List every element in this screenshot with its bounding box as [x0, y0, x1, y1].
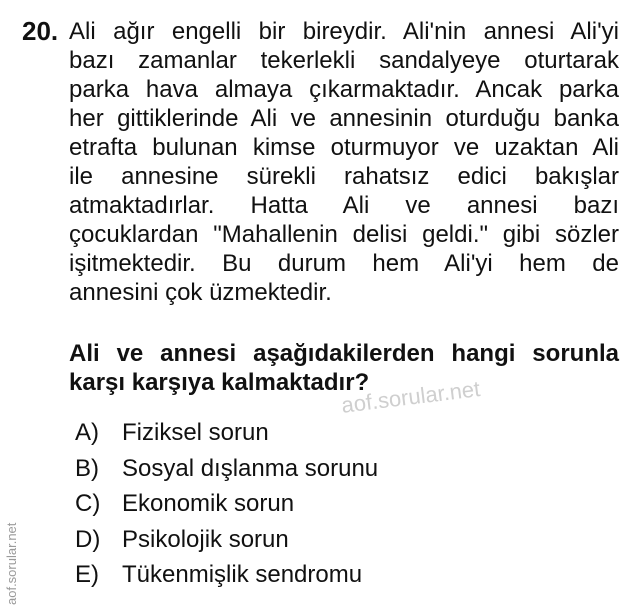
option-letter: D): [75, 525, 101, 553]
option-e[interactable]: [75, 559, 495, 595]
watermark: aof.sorular.net: [340, 376, 482, 418]
stem-line: Ali ağır engelli bir bireydir. Ali'nin annesi Ali'yi: [69, 18, 619, 45]
option-text: Ekonomik sorun: [122, 490, 295, 517]
option-a[interactable]: [75, 417, 495, 453]
stem-line: işitmektedir. Bu durum hem Ali'yi hem de: [69, 250, 619, 277]
stem-line: çocuklardan "Mahallenin delisi geldi." gibi sözler: [69, 221, 619, 248]
option-b[interactable]: [75, 453, 495, 489]
question-number: 20.: [22, 16, 59, 46]
question-stem: [69, 17, 619, 307]
option-c[interactable]: [75, 488, 495, 524]
option-letter: E): [75, 561, 99, 588]
option-letter: B): [75, 454, 99, 482]
stem-line: parka hava almaya çıkarmaktadır. Ancak parka: [69, 76, 619, 103]
prompt-line: Ali ve annesi aşağıdakilerden hangi sorunla: [69, 340, 619, 367]
option-text: Fiziksel sorun: [122, 419, 269, 446]
stem-line: annesini çok üzmektedir.: [69, 279, 332, 306]
stem-line: bazı zamanlar tekerlekli sandalyeye oturtarak: [69, 47, 619, 74]
prompt-line: karşı karşıya kalmaktadır?: [69, 369, 370, 396]
side-watermark: aof.sorular.net: [4, 522, 19, 605]
answer-options: [75, 417, 495, 595]
option-letter: C): [75, 490, 101, 517]
stem-line: her gittiklerinde Ali ve annesinin oturduğu banka: [69, 105, 619, 132]
option-d[interactable]: [75, 524, 495, 560]
stem-line: etrafta bulunan kimse oturmuyor ve uzaktan Ali: [69, 134, 619, 161]
option-letter: A): [75, 419, 99, 446]
option-text: Psikolojik sorun: [122, 525, 289, 553]
option-text: Tükenmişlik sendromu: [122, 561, 363, 588]
question-prompt: [69, 339, 619, 397]
stem-line: ile annesine sürekli rahatsız edici bakışlar: [69, 163, 619, 190]
option-text: Sosyal dışlanma sorunu: [122, 454, 379, 482]
stem-line: atmaktadırlar. Hatta Ali ve annesi bazı: [69, 192, 619, 219]
